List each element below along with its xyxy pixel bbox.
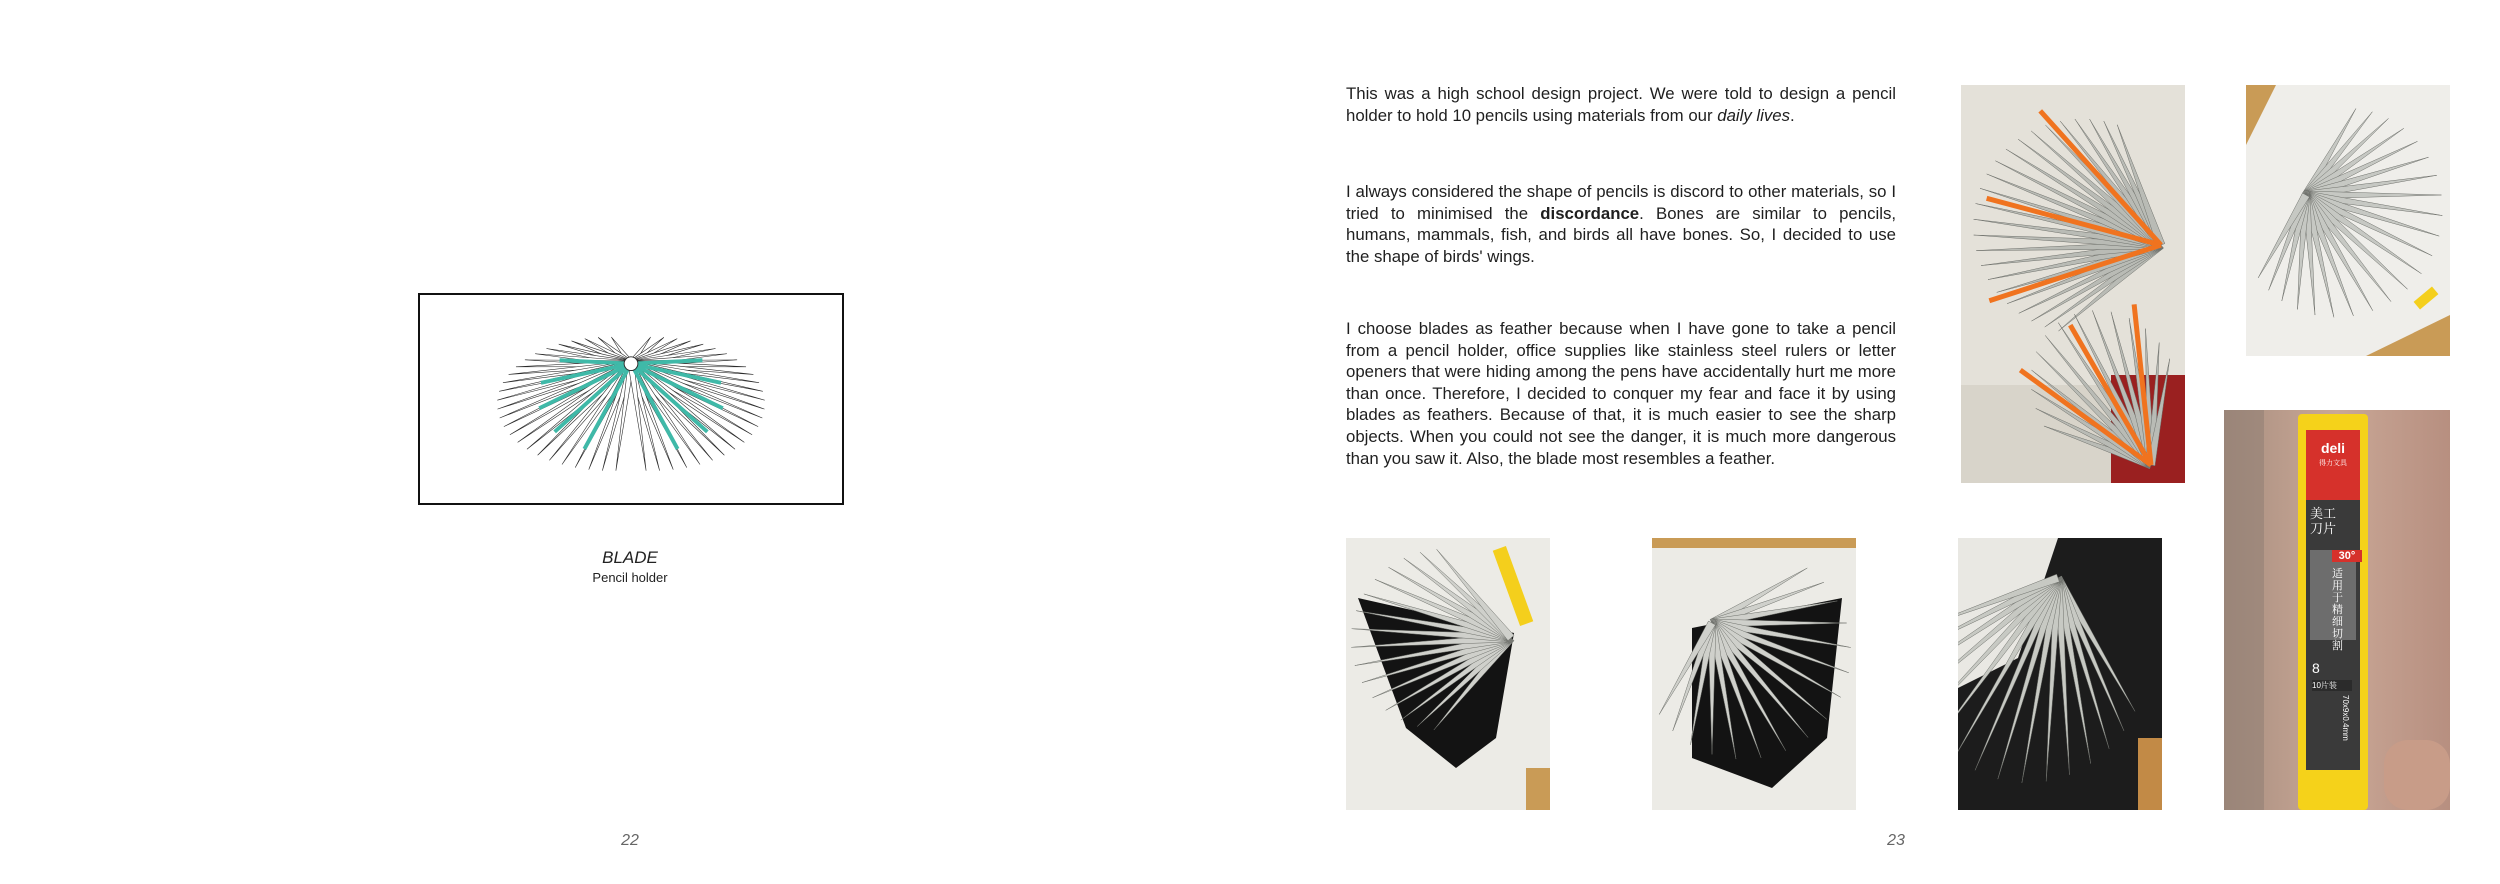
page-number-left: 22 (621, 832, 639, 849)
package-desc: 适用于精细切割 (2332, 568, 2343, 652)
caption-title: BLADE (602, 548, 658, 567)
paragraph-concept-text: I always considered the shape of pencils is discord to other materials, so I tried to minimised the (1346, 182, 1896, 223)
photo-black-wing-3 (1958, 538, 2162, 810)
wing-illustration (420, 295, 842, 503)
paragraph-concept-end: . Bones are similar to pencils, humans, mammals, fish, and birds all have bones. So, I decided to use the shape of birds' wings. (1346, 203, 1896, 266)
package-product: 美工 刀片 (2310, 506, 2337, 536)
package-spec: 70x9x0.4mm (2341, 695, 2350, 741)
paragraph-intro-text: This was a high school design project. We were told to design a pencil holder to hold 10 pencils using materials from our (1346, 84, 1896, 125)
paragraph-concept-strong: discordance (1540, 203, 1640, 223)
paragraph-intro-end: . (1790, 105, 1795, 125)
blade-wing-drawing (418, 293, 844, 505)
package-angle: 30° (2332, 550, 2362, 562)
page-number-right: 23 (1887, 832, 1905, 849)
package-count: 8 (2312, 660, 2320, 676)
package-pack: 10片装 (2312, 680, 2352, 691)
spread-gutter (1250, 0, 1251, 884)
paragraph-intro-emphasis: daily lives (1717, 105, 1790, 125)
paragraph-blades: I choose blades as feather because when I have gone to take a pencil from a pencil holder, office supplies like stainless steel rulers or letter openers that were hiding among the pens have accidentally hurt me more than once. Therefore, I decided to conquer my fear and face it by using blades as feathers. Because of that, it is much easier to see the sharp objects. When you could not see the danger, it is much more dangerous than you saw it. Also, the blade most resembles a feather. (1346, 319, 1896, 468)
photo-black-wing-1 (1346, 538, 1550, 810)
package-brand: deli (2320, 440, 2346, 456)
package-brand-sub: 得力文具 (2319, 460, 2347, 467)
photo-silver-wing-on-desk (2246, 85, 2450, 356)
paragraph-concept (1346, 181, 1896, 267)
paragraph-intro (1346, 83, 1896, 126)
photo-black-wing-2 (1652, 538, 1856, 810)
photo-blade-package (2224, 410, 2450, 810)
photo-orange-pencils-wings (1961, 85, 2185, 483)
caption-subtitle: Pencil holder (592, 570, 668, 585)
